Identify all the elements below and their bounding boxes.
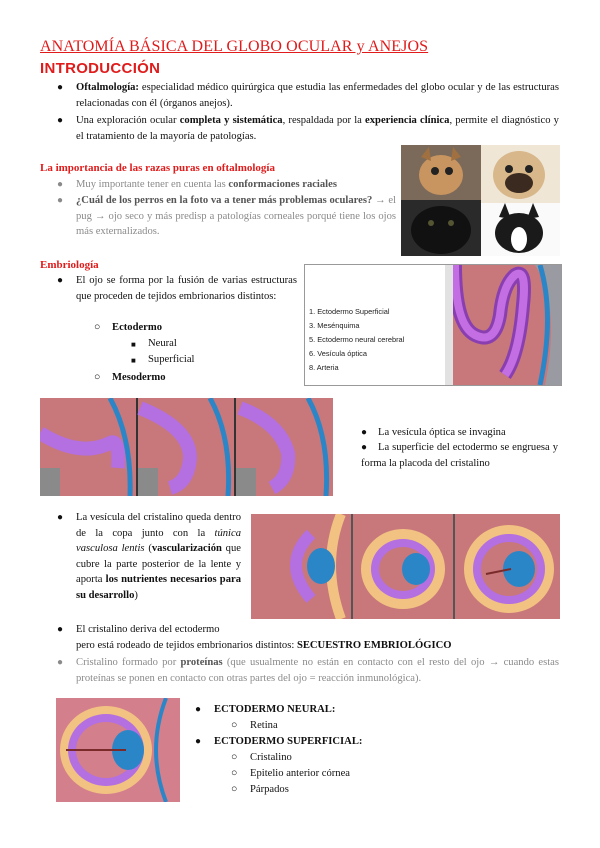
derivative-cristalino: ○ Cristalino (231, 752, 292, 763)
text: , permite el diagnóstico y el tratamiento de la mayoría de patologías. (76, 115, 559, 142)
legend-item: 5. Ectodermo neural cerebral (309, 335, 405, 344)
intro-bullet-1: ● Oftalmología: especialidad médico quirúrgica que estudia las enfermedades del globo ocular y de las estructuras relacionadas con él (órganos anejos). (57, 82, 559, 109)
text: → el pug → ojo seco y más predisp a patologías corneales porqué tiene los ojos más externalizados. (76, 195, 396, 238)
cristalino-bullet-1: ● La vesícula del cristalino queda dentro de la copa junto con la túnica vasculosa lentis (vascularización que cubre la parte posterior de la lente y aporta los nutrientes necesarios para su desarrollo) (57, 512, 241, 601)
legend-item: 3. Mesénquima (309, 321, 360, 330)
text: experiencia clínica (365, 115, 450, 126)
text: ECTODERMO NEURAL: (214, 704, 336, 715)
text: vascularización (151, 543, 222, 555)
intro-bullet-2: ● Una exploración ocular completa y sistemática, respaldada por la experiencia clínica, permite el diagnóstico y el tratamiento de la mayoría de patologías. (57, 115, 559, 142)
text: Ectodermo (112, 322, 163, 333)
cristalino-bullet-2: ● El cristalino deriva del ectodermo (57, 624, 220, 635)
text: ECTODERMO SUPERFICIAL: (214, 736, 363, 747)
text: túnica vasculosa lentis (76, 527, 241, 555)
text: Neural (148, 338, 177, 349)
ectodermo-item: ○ Ectodermo (94, 322, 163, 333)
superficial-item: ■ Superficial (131, 354, 195, 365)
embrio-bullet-1: ● El ojo se forma por la fusión de varias estructuras que proceden de tejidos embrionarios distintos: (57, 275, 297, 302)
text: El cristalino deriva del ectodermo (76, 624, 220, 635)
placoda-bullet: ● La superficie del ectodermo se engruesa y forma la placoda del cristalino (361, 442, 558, 469)
text: ¿Cuál de los perros en la foto va a tener más problemas oculares? (76, 195, 373, 206)
text: completa y sistemática (179, 115, 283, 126)
derivative-epitelio: ○ Epitelio anterior córnea (231, 768, 351, 779)
text: ( (144, 543, 152, 555)
text: especialidad médico quirúrgica que estudia las enfermedades del globo ocular y de las estructuras relacionadas con él (órganos anejos). (76, 82, 559, 109)
section-heading-introduccion: INTRODUCCIÓN (40, 60, 161, 77)
text: los nutrientes necesarios para su desarrollo (76, 574, 241, 601)
section-heading-embriologia: Embriología (40, 259, 99, 271)
text: Retina (250, 720, 278, 731)
neural-item: ■ Neural (131, 338, 177, 349)
cristalino-bullet-3: ● Cristalino formado por proteínas (que usualmente no están en contacto con el resto del ojo → cuando estas proteínas se ponen en contacto con otras partes del ojo = reacción inmunológica). (57, 657, 559, 684)
vesicula-bullet: ● La vesícula óptica se invagina (361, 427, 506, 438)
text: Epitelio anterior córnea (250, 768, 351, 779)
text: Párpados (250, 784, 289, 795)
text: ) (134, 589, 138, 601)
text: La vesícula óptica se invagina (378, 427, 506, 438)
derivative-parpados: ○ Párpados (231, 784, 289, 795)
eye-section-illustration (56, 698, 180, 802)
text: Cristalino (250, 752, 292, 763)
text: Superficial (148, 354, 195, 365)
text: conformaciones raciales (228, 179, 337, 190)
text: proteínas (180, 657, 223, 668)
razas-bullet-2: ● ¿Cuál de los perros en la foto va a tener más problemas oculares? → el pug → ojo seco y más predisp a patologías corneales porqué tiene los ojos más externalizados. (57, 195, 396, 238)
text: El ojo se forma por la fusión de varias estructuras que proceden de tejidos embrionarios distintos: (76, 275, 297, 302)
text: Una exploración ocular (76, 115, 180, 126)
mesodermo-item: ○ Mesodermo (94, 372, 166, 383)
dog-breeds-illustration (401, 145, 560, 256)
eye-section-figure (56, 698, 180, 802)
lens-development-figure (251, 514, 560, 619)
invagination-illustration (40, 398, 333, 496)
cristalino-bullet-2-cont (76, 638, 556, 654)
optic-vesicle-illustration (445, 265, 561, 385)
text: que cubre la parte posterior de la lente y aporta (76, 543, 241, 586)
derivatives-neural: ● ECTODERMO NEURAL: (195, 704, 336, 715)
text: Muy importante tener en cuenta las (76, 179, 229, 190)
text: Cristalino formado por (76, 657, 181, 668)
razas-bullet-1: ● Muy importante tener en cuenta las conformaciones raciales (57, 179, 337, 190)
legend-list (309, 305, 404, 375)
text: Mesodermo (112, 372, 166, 383)
text: SECUESTRO EMBRIOLÓGICO (296, 640, 452, 651)
embryo-figure-legend (304, 264, 562, 386)
lens-development-illustration (251, 514, 560, 619)
term: Oftalmología: (76, 82, 139, 93)
dog-breeds-photo (401, 145, 560, 256)
derivatives-superficial: ● ECTODERMO SUPERFICIAL: (195, 736, 363, 747)
section-heading-razas: La importancia de las razas puras en oftalmología (40, 162, 275, 174)
text: pero está rodeado de tejidos embrionarios distintos: (76, 640, 297, 651)
page-title: ANATOMÍA BÁSICA DEL GLOBO OCULAR y ANEJOS (40, 38, 429, 55)
legend-item: 6. Vesícula óptica (309, 349, 367, 358)
legend-item: 1. Ectodermo Superficial (309, 307, 390, 316)
text: La vesícula del cristalino queda dentro de la copa junto con la (76, 512, 241, 539)
text: La superficie del ectodermo se engruesa y forma la placoda del cristalino (361, 442, 558, 469)
text: (que usualmente no están en contacto con el resto del ojo → cuando estas proteínas se ponen en contacto con otras partes del ojo = reacción inmunológica). (76, 657, 559, 684)
derivative-retina: ○ Retina (231, 720, 278, 731)
legend-item: 8. Arteria (309, 363, 339, 372)
invagination-figures (40, 398, 333, 496)
text: , respaldada por la (282, 115, 366, 126)
